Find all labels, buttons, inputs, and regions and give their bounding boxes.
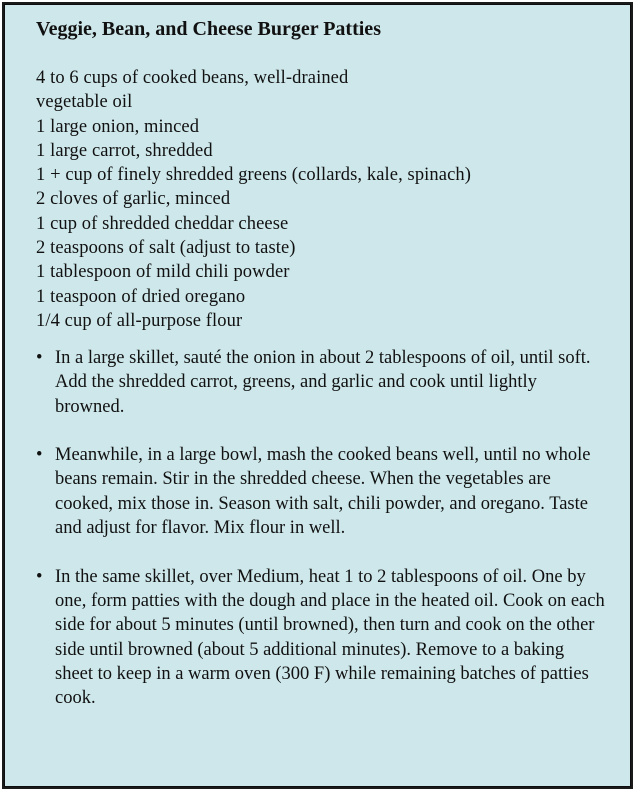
bullet-icon: •	[36, 566, 43, 587]
recipe-card	[2, 2, 633, 789]
instruction-step	[36, 346, 606, 419]
instruction-text: Meanwhile, in a large bowl, mash the cooked beans well, until no whole beans remain. Stir in the shredded cheese. When the vegetables are cooked, mix those in. Season with salt, chili powder, and oregano. Taste and adjust for flavor. Mix flour in well.	[55, 445, 591, 539]
bullet-icon: •	[36, 348, 43, 368]
instruction-text: In a large skillet, sauté the onion in about 2 tablespoons of oil, until soft. Add the shredded carrot, greens, and garlic and cook until lightly browned.	[55, 348, 591, 417]
ingredient-item: 1 cup of shredded cheddar cheese	[36, 213, 289, 234]
ingredient-item: 4 to 6 cups of cooked beans, well-drained	[36, 68, 349, 88]
bullet-icon: •	[36, 445, 43, 466]
ingredient-item: 1 + cup of finely shredded greens (collards, kale, spinach)	[36, 165, 472, 186]
ingredient-item: vegetable oil	[36, 92, 133, 113]
ingredients-list	[36, 66, 471, 333]
recipe-title: Veggie, Bean, and Cheese Burger Patties	[36, 18, 381, 40]
instructions-list	[36, 346, 606, 735]
instruction-step	[36, 565, 606, 711]
ingredient-item: 2 cloves of garlic, minced	[36, 189, 231, 210]
ingredient-item: 1/4 cup of all-purpose flour	[36, 310, 243, 331]
instruction-text: In the same skillet, over Medium, heat 1 to 2 tablespoons of oil. One by one, form patties with the dough and place in the heated oil. Cook on each side for about 5 minutes (until browned), then turn and cook on the other side until browned (about 5 additional minutes). Remove to a baking sheet to keep in a warm oven (300 F) while remaining batches of patties cook.	[55, 566, 605, 709]
instruction-step	[36, 443, 606, 540]
ingredient-item: 2 teaspoons of salt (adjust to taste)	[36, 238, 296, 259]
ingredient-item: 1 large carrot, shredded	[36, 140, 213, 161]
ingredient-item: 1 large onion, minced	[36, 116, 200, 137]
ingredient-item: 1 teaspoon of dried oregano	[36, 286, 246, 307]
ingredient-item: 1 tablespoon of mild chili powder	[36, 262, 290, 283]
